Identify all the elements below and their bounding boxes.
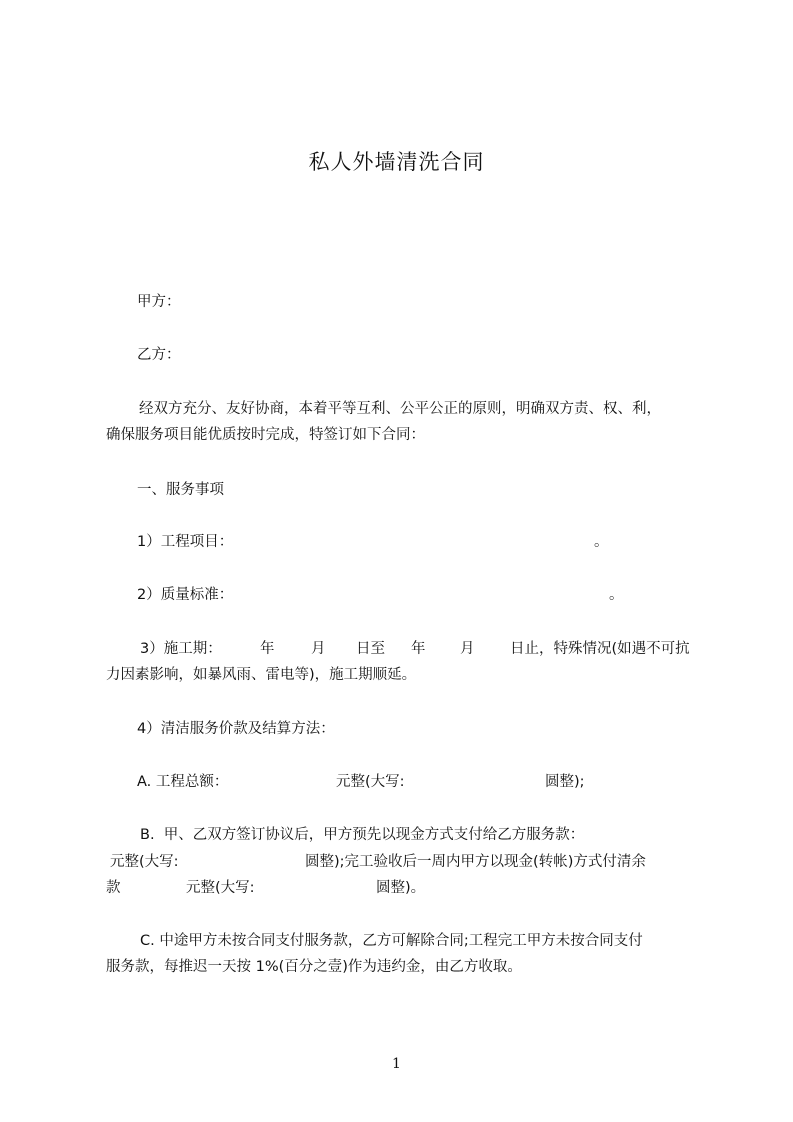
item-a-label: A. 工程总额： (137, 774, 229, 790)
item-b-line-3c: 圆整)。 (376, 880, 426, 896)
item-b-line-1: B. 甲、乙双方签订协议后，甲方预先以现金方式支付给乙方服务款： (140, 827, 585, 843)
item-b-line-3b: 元整(大写: (186, 880, 255, 896)
item-c-line-1: C. 中途甲方未按合同支付服务款，乙方可解除合同;工程完工甲方未按合同支付 (140, 933, 643, 949)
item-3-day-1: 日至 (356, 641, 385, 657)
item-a-amount-words: 元整(大写: (336, 774, 405, 790)
item-1-label: 1）工程项目： (137, 534, 234, 550)
item-b-line-2b: 圆整);完工验收后一周内甲方以现金(转帐)方式付清余 (305, 854, 646, 870)
intro-line-1: 经双方充分、友好协商，本着平等互利、公平公正的原则，明确双方责、权、利， (139, 401, 661, 417)
item-3-year-1: 年 (260, 641, 275, 657)
item-4-heading: 4）清洁服务价款及结算方法： (137, 721, 335, 737)
item-3-month-1: 月 (311, 641, 326, 657)
document-title: 私人外墙清洗合同 (308, 150, 485, 174)
item-3-day-2: 日止，特殊情况(如遇不可抗 (510, 641, 690, 657)
item-3-line-2: 力因素影响，如暴风雨、雷电等)，施工期顺延。 (106, 667, 417, 683)
item-2-end: 。 (609, 587, 624, 603)
item-c-line-2: 服务款，每推迟一天按 1%(百分之壹)作为违约金，由乙方收取。 (106, 959, 522, 975)
item-1-end: 。 (594, 534, 609, 550)
page-number: 1 (392, 1056, 401, 1072)
intro-line-2: 确保服务项目能优质按时完成，特签订如下合同： (106, 427, 425, 443)
item-b-line-3a: 款 (106, 880, 121, 896)
item-3-label: 3）施工期： (140, 641, 222, 657)
item-a-end: 圆整); (545, 774, 585, 790)
item-3-month-2: 月 (460, 641, 475, 657)
item-b-line-2a: 元整(大写: (110, 854, 179, 870)
section-1-heading: 一、服务事项 (137, 482, 224, 498)
party-b-label: 乙方： (137, 347, 181, 363)
item-2-label: 2）质量标准： (137, 587, 234, 603)
party-a-label: 甲方： (137, 294, 181, 310)
item-3-year-2: 年 (411, 641, 426, 657)
